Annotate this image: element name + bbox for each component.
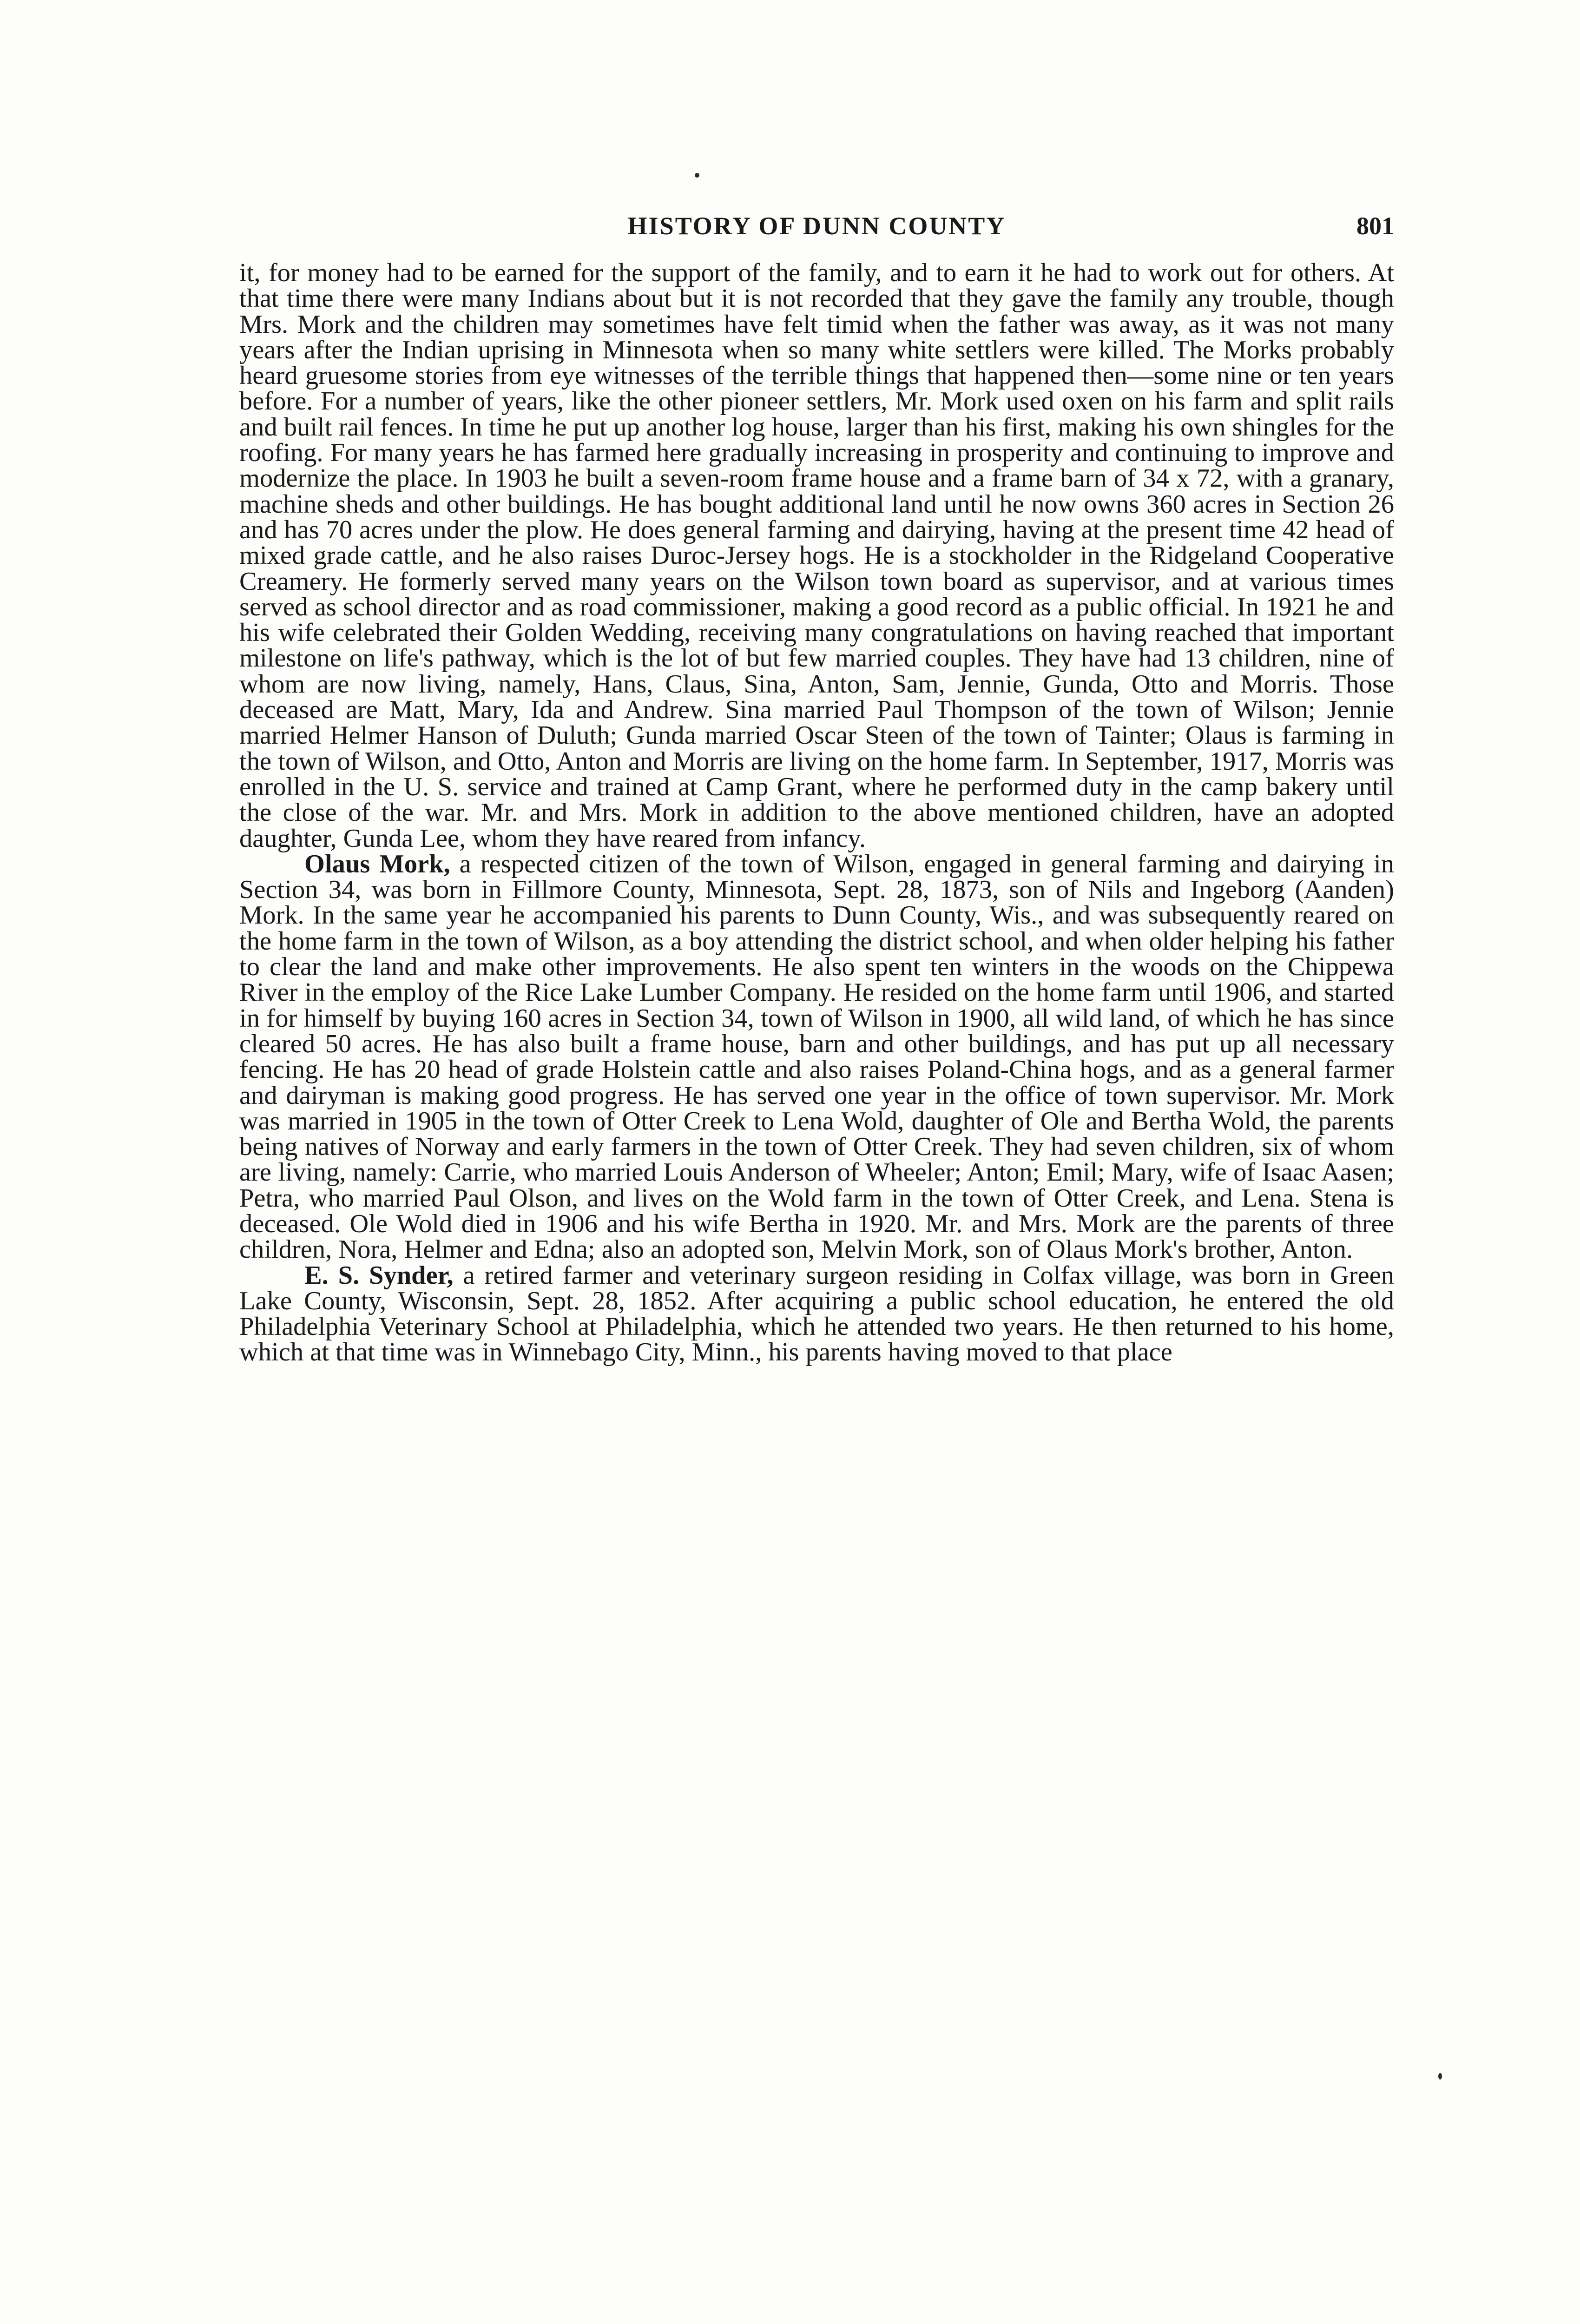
page-header [239,211,1394,249]
paragraph-olaus-mork [239,849,1394,1264]
paragraph-text: a respected citizen of the town of Wilson, engaged in general farming and dairying in Section 34, was born in Fillmore County, Minnesota, Sept. 28, 1873, son of Nils and Ingeborg (Aanden) Mork. In the same year he accompanied his parents to Dunn County, Wis., and was subsequently reared on the home farm in the town of Wilson, as a boy attending the district school, and when older helping his father to clear the land and make other improvements. He also spent ten winters in the woods on the Chippewa River in the employ of the Rice Lake Lumber Company. He resided on the home farm until 1906, and started in for himself by buying 160 acres in Section 34, town of Wilson in 1900, all wild land, of which he has since cleared 50 acres. He has also built a frame house, barn and other buildings, and has put up all necessary fencing. He has 20 head of grade Holstein cattle and also raises Poland-China hogs, and as a general farmer and dairyman is making good progress. He has served one year in the office of town supervisor. Mr. Mork was married in 1905 in the town of Otter Creek to Lena Wold, daughter of Ole and Bertha Wold, the parents being natives of Norway and early farmers in the town of Otter Creek. They had seven children, six of whom are living, namely: Carrie, who married Louis Anderson of Wheeler; Anton; Emil; Mary, wife of Isaac Aasen; Petra, who married Paul Olson, and lives on the Wold farm in the town of Otter Creek, and Lena. Stena is deceased. Ole Wold died in 1906 and his wife Bertha in 1920. Mr. and Mrs. Mork are the parents of three children, Nora, Helmer and Edna; also an adopted son, Melvin Mork, son of Olaus Mork's brother, Anton. [239,849,1394,1264]
paragraph-mork-continued [239,260,1394,852]
entry-name: E. S. Synder, [304,1261,454,1290]
page-number: 801 [1356,212,1394,240]
paragraph-text: it, for money had to be earned for the support of the family, and to earn it he had to work out for others. At that time there were many Indians about but it is not recorded that they gave the family any trouble, though Mrs. Mork and the children may sometimes have felt timid when the father was away, as it was not many years after the Indian uprising in Minnesota when so many white settlers were killed. The Morks probably heard gruesome stories from eye witnesses of the terrible things that happened then—some nine or ten years before. For a number of years, like the other pioneer settlers, Mr. Mork used oxen on his farm and split rails and built rail fences. In time he put up another log house, larger than his first, making his own shingles for the roofing. For many years he has farmed here gradually increasing in prosperity and continuing to improve and modernize the place. In 1903 he built a seven-room frame house and a frame barn of 34 x 72, with a granary, machine sheds and other buildings. He has bought additional land until he now owns 360 acres in Section 26 and has 70 acres under the plow. He does general farming and dairying, having at the present time 42 head of mixed grade cattle, and he also raises Duroc-Jersey hogs. He is a stockholder in the Ridgeland Cooperative Creamery. He formerly served many years on the Wilson town board as supervisor, and at various times served as school director and as road commissioner, making a good record as a public official. In 1921 he and his wife celebrated their Golden Wedding, receiving many congratulations on having reached that important milestone on life's pathway, which is the lot of but few married couples. They have had 13 children, nine of whom are now living, namely, Hans, Claus, Sina, Anton, Sam, Jennie, Gunda, Otto and Morris. Those deceased are Matt, Mary, Ida and Andrew. Sina married Paul Thompson of the town of Wilson; Jennie married Helmer Hanson of Duluth; Gunda married Oscar Steen of the town of Tainter; Olaus is farming in the town of Wilson, and Otto, Anton and Morris are living on the home farm. In September, 1917, Morris was enrolled in the U. S. service and trained at Camp Grant, where he performed duty in the camp bakery until the close of the war. Mr. and Mrs. Mork in addition to the above mentioned children, have an adopted daughter, Gunda Lee, whom they have reared from infancy. [239,258,1394,853]
body-text [239,260,1394,1366]
running-title: HISTORY OF DUNN COUNTY [627,212,1006,240]
paragraph-text: a retired farmer and veterinary surgeon residing in Colfax village, was born in Green Lake County, Wisconsin, Sept. 28, 1852. After acquiring a public school education, he entered the old Philadelphia Veterinary School at Philadelphia, which he attended two years. He then returned to his home, which at that time was in Winnebago City, Minn., his parents having moved to that place [239,1261,1394,1367]
scan-speck [695,173,699,178]
scan-speck [1438,2073,1442,2080]
paragraph-es-synder [239,1263,1394,1366]
entry-name: Olaus Mork, [304,849,450,878]
